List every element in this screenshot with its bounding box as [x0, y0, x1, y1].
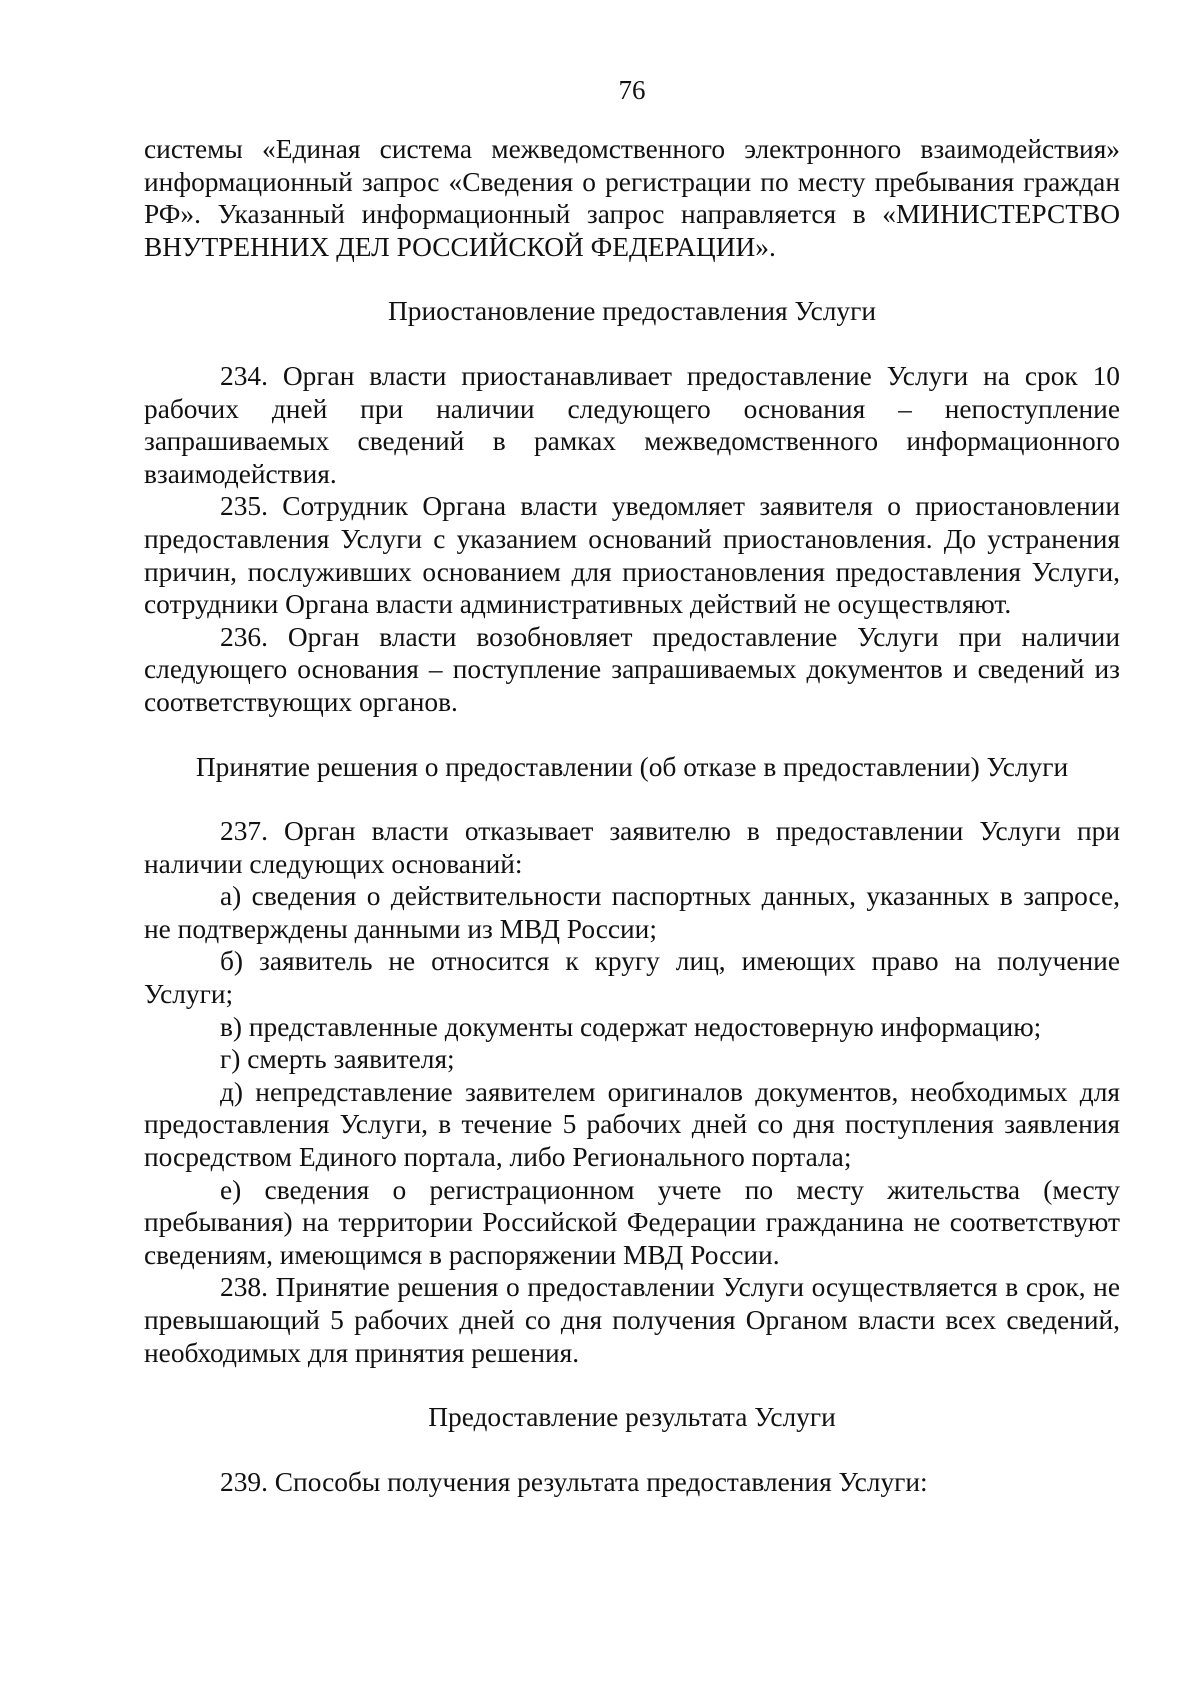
list-item-237-v: в) представленные документы содержат недостоверную информацию;: [220, 1011, 1042, 1042]
paragraph-238: 238. Принятие решения о предоставлении Услуги осуществляется в срок, не превышающий 5 рабочих дней со дня получения Органом власти всех сведений, необходимых для принятия решения.: [144, 1272, 1120, 1368]
paragraph-236: 236. Орган власти возобновляет предоставление Услуги при наличии следующего основания – поступление запрашиваемых документов и сведений из соответствующих органов.: [144, 621, 1120, 717]
section-heading-result: Предоставление результата Услуги: [428, 1402, 836, 1433]
paragraph-235: 235. Сотрудник Органа власти уведомляет заявителя о приостановлении предоставления Услуги с указанием оснований приостановления. До устранения причин, послуживших основанием для приостановления предоставления Услуги, сотрудники Органа власти административных действий не осуществляют.: [144, 491, 1120, 620]
list-item-237-b: б) заявитель не относится к кругу лиц, имеющих право на получение Услуги;: [144, 946, 1120, 1010]
intro-paragraph: системы «Единая система межведомственного электронного взаимодействия» информационный запрос «Сведения о регистрации по месту пребывания граждан РФ». Указанный информационный запрос направляется в «МИНИСТЕРСТВО ВНУТРЕННИХ ДЕЛ РОССИЙСКОЙ ФЕДЕРАЦИИ».: [144, 134, 1120, 262]
list-item-237-a: а) сведения о действительности паспортных данных, указанных в запросе, не подтверждены данными из МВД России;: [144, 881, 1120, 944]
list-item-237-e: е) сведения о регистрационном учете по месту жительства (месту пребывания) на территории Российской Федерации гражданина не соответствуют сведениям, имеющимся в распоряжении МВД России.: [144, 1174, 1120, 1270]
list-item-237-d: д) непредставление заявителем оригиналов документов, необходимых для предоставления Услуги, в течение 5 рабочих дней со дня поступления заявления посредством Единого портала, либо Регионального портала;: [144, 1076, 1120, 1173]
page-number: 76: [618, 75, 646, 105]
paragraph-237: 237. Орган власти отказывает заявителю в предоставлении Услуги при наличии следующих оснований:: [144, 816, 1120, 879]
paragraph-234: 234. Орган власти приостанавливает предоставление Услуги на срок 10 рабочих дней при наличии следующего основания – непоступление запрашиваемых сведений в рамках межведомственного информационного взаимодействия.: [144, 360, 1120, 489]
section-heading-suspension: Приостановление предоставления Услуги: [388, 296, 876, 327]
paragraph-239: 239. Способы получения результата предоставления Услуги:: [220, 1466, 928, 1497]
section-heading-decision: Принятие решения о предоставлении (об отказе в предоставлении) Услуги: [195, 751, 1069, 782]
list-item-237-g: г) смерть заявителя;: [220, 1044, 455, 1075]
document-body: [144, 133, 1120, 1498]
